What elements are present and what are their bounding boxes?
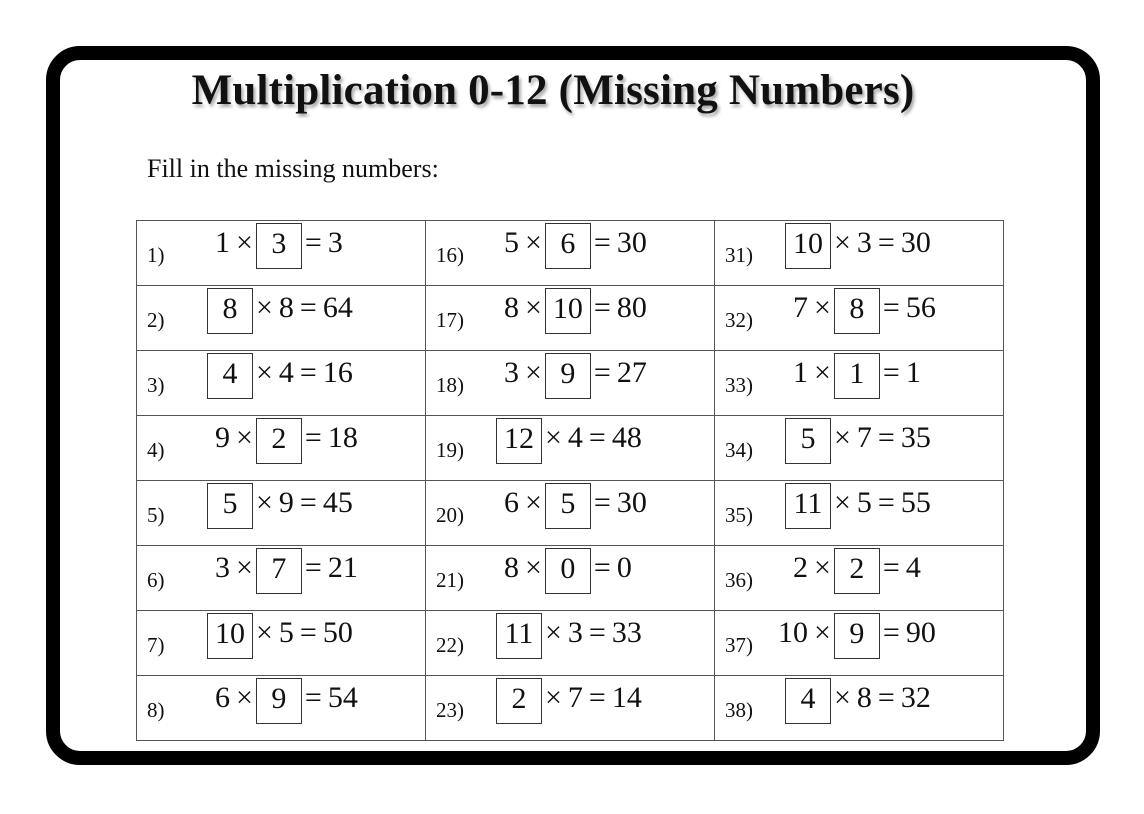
answer-box: 4 [207,353,253,399]
operand-a: 1 [793,356,808,389]
problem-cell [137,351,426,416]
equation [496,418,645,464]
equals-sign: = [304,421,322,454]
equation [212,548,361,594]
equation [207,613,356,659]
problem-number: 21) [436,568,464,592]
times-sign: × [545,421,562,454]
problem-number: 23) [436,698,464,722]
problem-number: 3) [147,373,165,397]
operand-result: 16 [322,356,353,389]
instructions: Fill in the missing numbers: [147,154,439,183]
operand-b: 7 [567,681,583,714]
operand-b: 3 [856,226,872,259]
answer-box: 7 [256,548,302,594]
problem-cell [137,481,426,546]
problem-number: 35) [725,503,753,527]
problem-cell [137,416,426,481]
equation [775,613,939,659]
equals-sign: = [882,291,900,324]
operand-b: 8 [856,681,872,714]
equals-sign: = [593,356,611,389]
operand-a: 6 [215,681,230,714]
equation [501,548,635,594]
operand-result: 35 [900,421,931,454]
operand-result: 18 [327,421,358,454]
times-sign: × [834,421,851,454]
times-sign: × [525,356,542,389]
answer-box: 4 [785,678,831,724]
times-sign: × [256,356,273,389]
equals-sign: = [593,551,611,584]
problem-cell [426,546,715,611]
table-row [137,611,1004,676]
problem-number: 22) [436,633,464,657]
answer-box: 10 [207,613,253,659]
operand-result: 21 [327,551,358,584]
answer-box: 0 [545,548,591,594]
problem-number: 8) [147,698,165,722]
equals-sign: = [299,486,317,519]
operand-result: 55 [900,486,931,519]
problem-cell [715,351,1004,416]
problem-cell [715,416,1004,481]
answer-box: 10 [785,223,831,269]
title-text: Multiplication 0-12 (Missing Numbers) [191,67,915,114]
equation [790,353,924,399]
table-row [137,481,1004,546]
equals-sign: = [593,486,611,519]
equation [785,483,934,529]
operand-result: 56 [905,291,936,324]
equals-sign: = [304,681,322,714]
equation [501,288,650,334]
problem-number: 7) [147,633,165,657]
operand-result: 54 [327,681,358,714]
equation [212,223,346,269]
problem-cell [715,286,1004,351]
times-sign: × [834,486,851,519]
equation [207,288,356,334]
equation [501,483,650,529]
times-sign: × [814,616,831,649]
table-row [137,416,1004,481]
problem-number: 2) [147,308,165,332]
operand-a: 2 [793,551,808,584]
equation [496,613,645,659]
times-sign: × [236,551,253,584]
equation [212,678,361,724]
equation [207,353,356,399]
equals-sign: = [299,291,317,324]
equals-sign: = [593,291,611,324]
operand-result: 64 [322,291,353,324]
times-sign: × [834,226,851,259]
answer-box: 6 [545,223,591,269]
table-row [137,221,1004,286]
equals-sign: = [882,551,900,584]
times-sign: × [525,291,542,324]
answer-box: 11 [496,613,542,659]
equation [501,223,650,269]
equals-sign: = [877,681,895,714]
times-sign: × [834,681,851,714]
operand-a: 7 [793,291,808,324]
operand-result: 3 [327,226,343,259]
answer-box: 2 [256,418,302,464]
answer-box: 5 [207,483,253,529]
answer-box: 12 [496,418,542,464]
problem-cell [137,676,426,741]
operand-b: 3 [567,616,583,649]
problem-cell [426,221,715,286]
answer-box: 8 [834,288,880,334]
operand-b: 7 [856,421,872,454]
equation [785,223,934,269]
table-row [137,351,1004,416]
problem-number: 20) [436,503,464,527]
worksheet-title [0,66,1144,115]
problem-number: 17) [436,308,464,332]
operand-a: 5 [504,226,519,259]
problem-cell [426,416,715,481]
problems-table [136,220,1004,741]
answer-box: 10 [545,288,591,334]
problem-cell [715,481,1004,546]
operand-result: 27 [616,356,647,389]
equals-sign: = [299,616,317,649]
answer-box: 11 [785,483,831,529]
times-sign: × [814,356,831,389]
times-sign: × [545,681,562,714]
answer-box: 8 [207,288,253,334]
operand-a: 9 [215,421,230,454]
equals-sign: = [877,226,895,259]
equation [501,353,650,399]
problem-number: 38) [725,698,753,722]
operand-result: 4 [905,551,921,584]
times-sign: × [256,486,273,519]
equals-sign: = [882,616,900,649]
problem-number: 18) [436,373,464,397]
problem-cell [137,286,426,351]
operand-a: 3 [215,551,230,584]
operand-result: 30 [616,226,647,259]
problem-cell [137,546,426,611]
equals-sign: = [588,421,606,454]
equals-sign: = [588,681,606,714]
times-sign: × [256,291,273,324]
problem-number: 34) [725,438,753,462]
operand-result: 50 [322,616,353,649]
equation [790,548,924,594]
answer-box: 1 [834,353,880,399]
operand-b: 5 [856,486,872,519]
problem-cell [426,351,715,416]
problem-cell [426,611,715,676]
times-sign: × [236,421,253,454]
table-row [137,286,1004,351]
problem-number: 19) [436,438,464,462]
equals-sign: = [588,616,606,649]
times-sign: × [525,226,542,259]
operand-b: 9 [278,486,294,519]
times-sign: × [256,616,273,649]
operand-a: 8 [504,551,519,584]
operand-b: 4 [278,356,294,389]
equals-sign: = [877,421,895,454]
times-sign: × [525,486,542,519]
operand-a: 10 [778,616,808,649]
problem-number: 16) [436,243,464,267]
operand-result: 45 [322,486,353,519]
problem-number: 5) [147,503,165,527]
times-sign: × [545,616,562,649]
times-sign: × [236,681,253,714]
equals-sign: = [593,226,611,259]
table-row [137,676,1004,741]
problem-number: 1) [147,243,165,267]
problem-number: 4) [147,438,165,462]
problem-cell [715,676,1004,741]
times-sign: × [525,551,542,584]
times-sign: × [814,551,831,584]
problem-cell [715,611,1004,676]
operand-result: 32 [900,681,931,714]
problem-number: 36) [725,568,753,592]
equation [790,288,939,334]
operand-result: 30 [900,226,931,259]
operand-result: 33 [611,616,642,649]
equals-sign: = [882,356,900,389]
operand-result: 30 [616,486,647,519]
operand-result: 0 [616,551,632,584]
answer-box: 5 [785,418,831,464]
operand-result: 1 [905,356,921,389]
operand-b: 8 [278,291,294,324]
answer-box: 9 [256,678,302,724]
problem-cell [426,286,715,351]
problem-number: 6) [147,568,165,592]
answer-box: 2 [834,548,880,594]
problem-cell [137,611,426,676]
table-row [137,546,1004,611]
problem-cell [715,546,1004,611]
operand-b: 4 [567,421,583,454]
operand-a: 8 [504,291,519,324]
equation [785,418,934,464]
operand-result: 90 [905,616,936,649]
operand-a: 1 [215,226,230,259]
answer-box: 2 [496,678,542,724]
answer-box: 5 [545,483,591,529]
times-sign: × [236,226,253,259]
answer-box: 9 [545,353,591,399]
problem-cell [715,221,1004,286]
answer-box: 9 [834,613,880,659]
problem-cell [426,481,715,546]
operand-a: 6 [504,486,519,519]
equals-sign: = [299,356,317,389]
problem-number: 37) [725,633,753,657]
problem-number: 31) [725,243,753,267]
times-sign: × [814,291,831,324]
equals-sign: = [877,486,895,519]
equals-sign: = [304,551,322,584]
operand-result: 48 [611,421,642,454]
equation [212,418,361,464]
problem-cell [137,221,426,286]
problem-cell [426,676,715,741]
operand-result: 14 [611,681,642,714]
equation [785,678,934,724]
equation [496,678,645,724]
answer-box: 3 [256,223,302,269]
equals-sign: = [304,226,322,259]
operand-a: 3 [504,356,519,389]
problem-number: 32) [725,308,753,332]
problem-number: 33) [725,373,753,397]
operand-result: 80 [616,291,647,324]
equation [207,483,356,529]
operand-b: 5 [278,616,294,649]
